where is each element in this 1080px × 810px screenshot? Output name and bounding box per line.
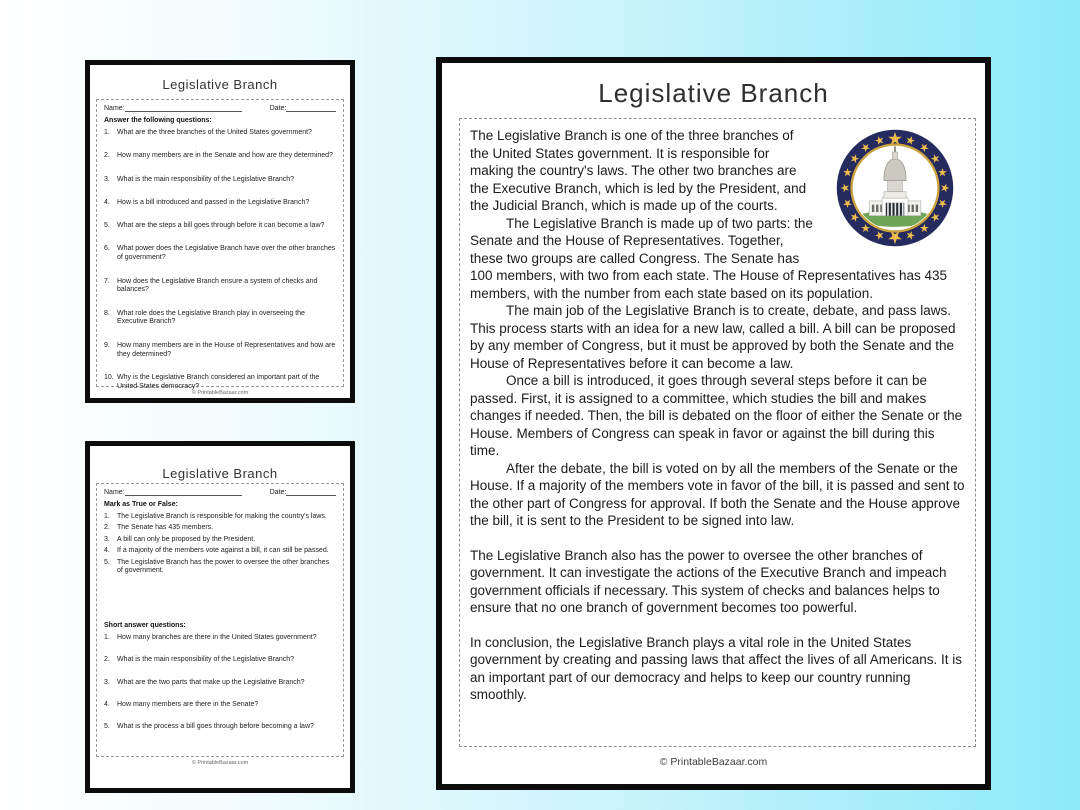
short-answer-item xyxy=(104,634,336,643)
page-worksheet-questions xyxy=(85,60,355,403)
question-item xyxy=(104,152,336,161)
passage-title: Legislative Branch xyxy=(598,78,829,108)
question-number: 5. xyxy=(104,222,110,230)
item-text: What is the process a bill goes through before becoming a law? xyxy=(117,723,314,731)
question-item xyxy=(104,129,336,138)
question-number: 1. xyxy=(104,129,110,136)
item-number: 4. xyxy=(104,547,110,555)
item-number: 2. xyxy=(104,656,110,664)
name-label: Name: xyxy=(104,105,125,112)
truefalse-heading: Mark as True or False: xyxy=(104,501,178,508)
question-text: What are the three branches of the United States government? xyxy=(117,129,312,136)
question-item xyxy=(104,374,336,392)
question-text: How does the Legislative Branch ensure a system of checks and balances? xyxy=(117,277,318,294)
question-text: How is a bill introduced and passed in the Legislative Branch? xyxy=(117,198,310,206)
short-answer-item xyxy=(104,656,336,665)
question-number: 6. xyxy=(104,245,110,253)
passage-paragraph: The Legislative Branch also has the power to oversee the other branches of government. It can investigate the actions of the Executive Branch and impeach government officials if necessary. This system of checks and balances helps to ensure that no one branch of government becomes too powerful. xyxy=(470,547,947,615)
question-text: What is the main responsibility of the Legislative Branch? xyxy=(117,175,295,183)
item-number: 3. xyxy=(104,535,110,543)
passage-paragraph: The Legislative Branch is one of the three branches of the United States government. It is responsible for making the country's laws. The other two branches are the Executive Branch, which is led by the President, and the Judicial Branch, which is made up of the courts. xyxy=(470,128,807,213)
truefalse-item xyxy=(104,559,336,577)
truefalse-item xyxy=(104,547,336,556)
item-text: A bill can only be proposed by the President. xyxy=(117,535,256,543)
question-number: 7. xyxy=(104,277,110,285)
item-text: The Legislative Branch has the power to oversee the other branches of government. xyxy=(117,558,330,575)
truefalse-list xyxy=(104,513,336,576)
date-label: Date: xyxy=(269,489,287,496)
passage-paragraph: The Legislative Branch is made up of two parts: the Senate and the House of Representatives. Together, these two groups are called Congress. The Senate has 100 members, with two from each state. The House of Representatives has 435 members, with the number from each state based on its population. xyxy=(470,215,947,301)
name-date-row xyxy=(104,488,336,496)
questions-list xyxy=(104,129,336,391)
question-text: How many members are in the House of Representatives and how are they determined? xyxy=(117,341,336,358)
truefalse-item xyxy=(104,524,336,533)
date-label: Date: xyxy=(269,105,287,112)
question-text: What role does the Legislative Branch play in overseeing the Executive Branch? xyxy=(117,309,305,326)
item-number: 4. xyxy=(104,701,110,709)
name-blank-line xyxy=(125,488,242,496)
worksheet-questions-footer: © PrintableBazaar.com xyxy=(191,390,249,396)
question-text: What are the steps a bill goes through before it can become a law? xyxy=(117,222,325,230)
passage-paragraph: Once a bill is introduced, it goes through several steps before it can be passed. First, it is assigned to a committee, which studies the bill and makes changes if needed. Then, the bill is debated on the floor of either the Senate or the House. Members of Congress can speak in favor or against the bill during this time. xyxy=(470,373,963,458)
question-item xyxy=(104,278,336,296)
date-blank-line xyxy=(286,104,336,112)
item-number: 2. xyxy=(104,524,110,532)
item-text: If a majority of the members vote against a bill, it can still be passed. xyxy=(117,547,329,555)
question-number: 9. xyxy=(104,341,110,349)
passage-paragraph: In conclusion, the Legislative Branch plays a vital role in the United States government by creating and passing laws that affect the lives of all Americans. It is an important part of our democracy and helps to keep our country running smoothly. xyxy=(470,634,963,702)
worksheet-truefalse-box xyxy=(96,483,344,757)
item-text: What are the two parts that make up the Legislative Branch? xyxy=(117,678,305,686)
passage-box xyxy=(459,118,976,747)
question-item xyxy=(104,176,336,185)
item-number: 1. xyxy=(104,634,110,642)
date-blank-line xyxy=(286,488,336,496)
question-item xyxy=(104,310,336,328)
passage-paragraph: After the debate, the bill is voted on by all the members of the Senate or the House. If a majority of the members vote in favor of the bill, it is passed and sent to the other part of Congress for approval. If both the Senate and the House approve the bill, it is sent to the President to be signed into law. xyxy=(470,460,965,528)
question-number: 3. xyxy=(104,175,110,183)
page-worksheet-truefalse xyxy=(85,441,355,793)
short-answer-heading: Short answer questions: xyxy=(104,622,186,630)
item-number: 3. xyxy=(104,678,110,686)
question-item xyxy=(104,222,336,231)
question-number: 10. xyxy=(104,373,114,381)
item-text: How many branches are there in the United States government? xyxy=(117,634,317,642)
short-answer-item xyxy=(104,701,336,710)
questions-heading: Answer the following questions: xyxy=(104,117,212,124)
short-answer-item xyxy=(104,679,336,688)
question-text: How many members are in the Senate and how are they determined? xyxy=(117,152,333,160)
item-text: What is the main responsibility of the Legislative Branch? xyxy=(117,656,295,664)
question-item xyxy=(104,342,336,360)
short-answer-list xyxy=(104,634,336,732)
worksheet-truefalse-footer: © PrintableBazaar.com xyxy=(191,760,249,766)
item-text: The Legislative Branch is responsible for making the country's laws. xyxy=(117,513,327,520)
short-answer-item xyxy=(104,723,336,732)
question-text: What power does the Legislative Branch have over the other branches of government? xyxy=(117,245,336,262)
worksheet-questions-box xyxy=(96,99,344,390)
passage-paragraph: The main job of the Legislative Branch is to create, debate, and pass laws. This process starts with an idea for a new law, called a bill. A bill can be proposed by any member of Congress, but it must be approved by both the Senate and the House of Representatives before it can become a law. xyxy=(470,303,956,371)
question-number: 4. xyxy=(104,198,110,206)
question-number: 8. xyxy=(104,309,110,317)
item-text: How many members are there in the Senate? xyxy=(117,701,259,709)
truefalse-item xyxy=(104,536,336,545)
item-number: 5. xyxy=(104,723,110,731)
item-number: 5. xyxy=(104,558,110,566)
passage-footer: © PrintableBazaar.com xyxy=(659,756,768,768)
question-item xyxy=(104,199,336,208)
name-label: Name: xyxy=(104,489,125,496)
question-item xyxy=(104,245,336,263)
worksheet-truefalse-title: Legislative Branch xyxy=(162,466,278,481)
us-capitol-seal-image xyxy=(825,127,965,249)
passage-text xyxy=(470,127,965,704)
item-text: The Senate has 435 members. xyxy=(117,524,214,532)
worksheet-questions-title: Legislative Branch xyxy=(162,77,278,92)
name-blank-line xyxy=(125,104,242,112)
name-date-row xyxy=(104,104,336,112)
page-reading-passage xyxy=(436,57,991,790)
truefalse-item xyxy=(104,513,336,522)
question-text: Why is the Legislative Branch considered an important part of the United States democracy? xyxy=(117,373,320,390)
question-number: 2. xyxy=(104,152,110,160)
item-number: 1. xyxy=(104,513,110,520)
